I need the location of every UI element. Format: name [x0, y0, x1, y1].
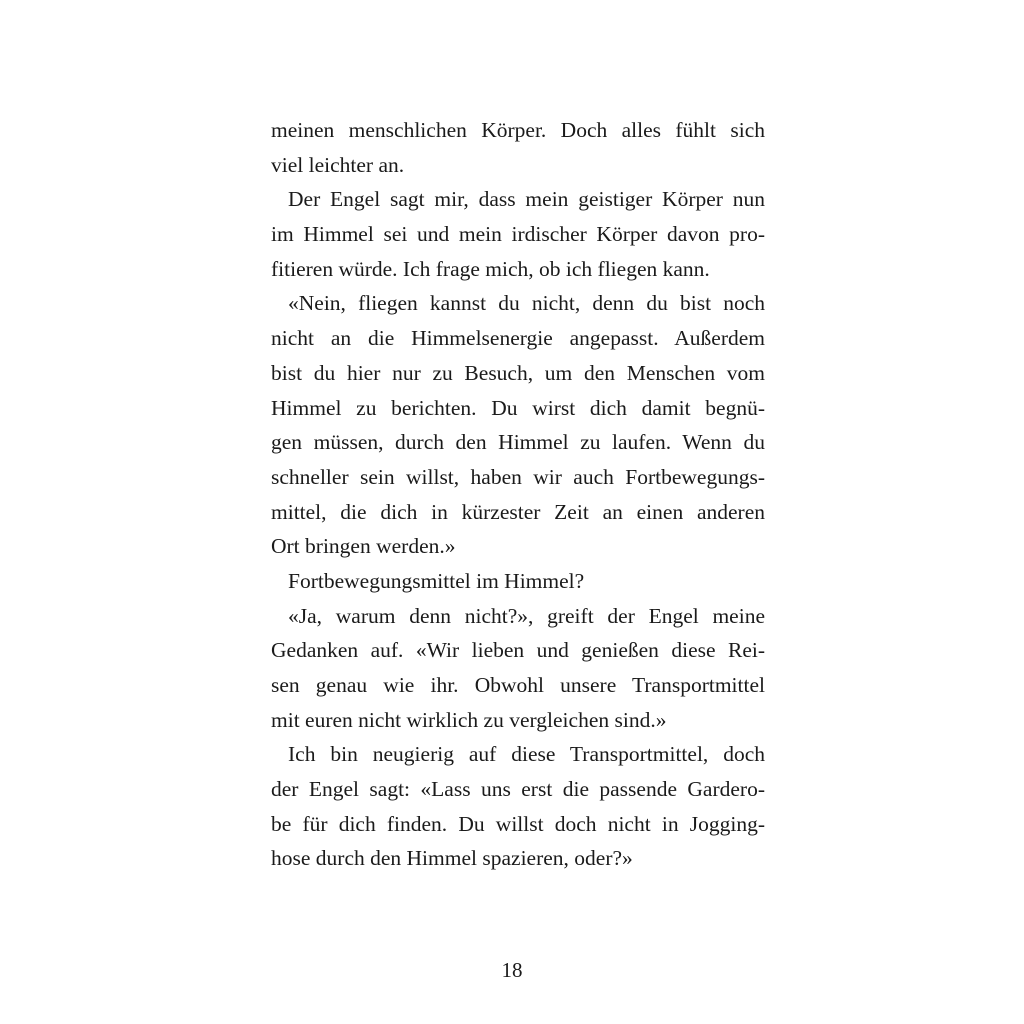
text-line: Gedanken auf. «Wir lieben und genießen diese Rei-	[271, 638, 765, 663]
text-line: Der Engel sagt mir, dass mein geistiger Körper nun	[288, 187, 765, 212]
text-line: «Nein, fliegen kannst du nicht, denn du bist noch	[288, 291, 765, 316]
text-line: Ort bringen werden.»	[271, 534, 456, 559]
text-line: schneller sein willst, haben wir auch Fortbewegungs-	[271, 464, 765, 489]
text-line: bist du hier nur zu Besuch, um den Menschen vom	[271, 360, 765, 385]
text-line: mittel, die dich in kürzester Zeit an einen anderen	[271, 499, 765, 524]
text-line: Ich bin neugierig auf diese Transportmittel, doch	[288, 742, 765, 767]
text-line: fitieren würde. Ich frage mich, ob ich fliegen kann.	[271, 256, 710, 281]
text-line: Himmel zu berichten. Du wirst dich damit begnü-	[271, 395, 765, 420]
text-line: im Himmel sei und mein irdischer Körper davon pro-	[271, 222, 765, 247]
page-number: 18	[501, 958, 523, 982]
text-line: gen müssen, durch den Himmel zu laufen. Wenn du	[271, 430, 765, 455]
text-line: sen genau wie ihr. Obwohl unsere Transportmittel	[271, 673, 765, 697]
text-line: mit euren nicht wirklich zu vergleichen sind.»	[271, 707, 667, 732]
text-line: viel leichter an.	[271, 152, 405, 177]
text-line: nicht an die Himmelsenergie angepasst. Außerdem	[271, 326, 765, 351]
text-line: «Ja, warum denn nicht?», greift der Engel meine	[288, 603, 765, 628]
body-text	[271, 113, 765, 876]
text-line: Fortbewegungsmittel im Himmel?	[288, 568, 585, 593]
text-line: meinen menschlichen Körper. Doch alles fühlt sich	[271, 118, 765, 142]
text-line: der Engel sagt: «Lass uns erst die passende Gardero-	[271, 777, 765, 802]
text-line: be für dich finden. Du willst doch nicht in Jogging-	[271, 811, 765, 836]
text-line: hose durch den Himmel spazieren, oder?»	[271, 846, 633, 871]
